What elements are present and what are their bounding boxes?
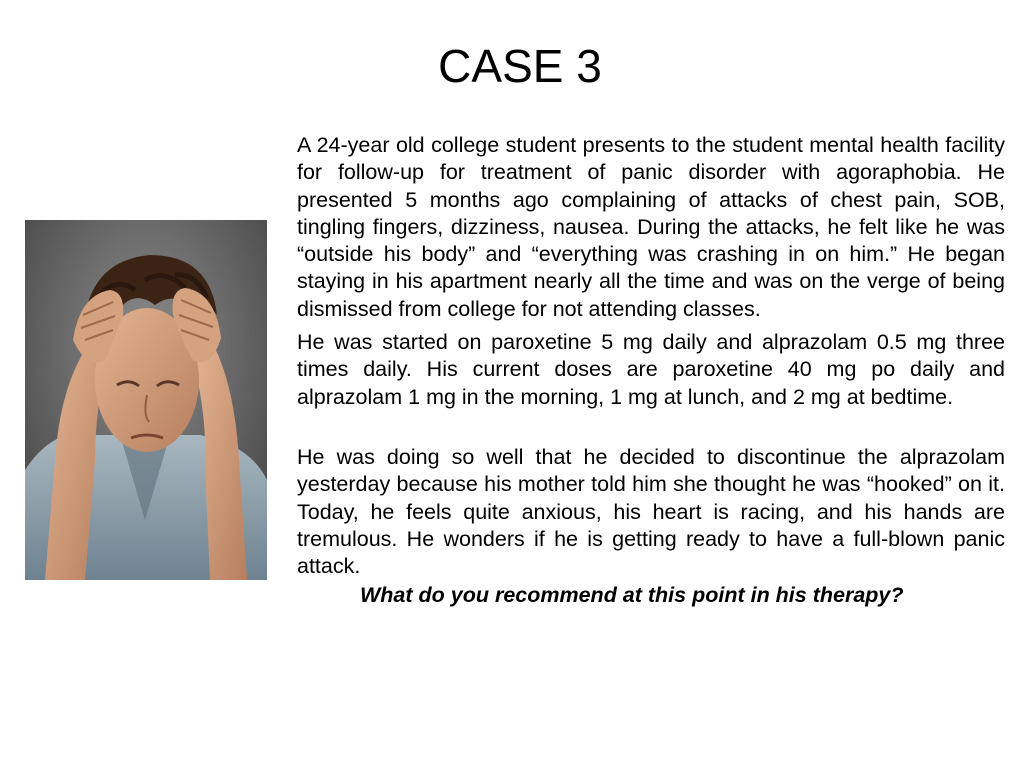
stressed-man-photo [25, 220, 267, 580]
case-paragraph-medications: He was started on paroxetine 5 mg daily and alprazolam 0.5 mg three times daily. His current doses are paroxetine 40 mg po daily and alprazolam 1 mg in the morning, 1 mg at lunch, and 2 mg at bedtime. [297, 330, 1005, 409]
stressed-man-illustration [25, 220, 267, 580]
case-paragraph-presentation: A 24-year old college student presents to the student mental health facility for follow-up for treatment of panic disorder with agoraphobia. He presented 5 months ago complaining of attacks of chest pain, SOB, tingling fingers, dizziness, nausea. During the attacks, he felt like he was “outside his body” and “everything was crashing in on him.” He began staying in his apartment nearly all the time and was on the verge of being dismissed from college for not attending classes. [297, 133, 1005, 321]
case-description [297, 132, 1005, 610]
case-question: What do you recommend at this point in his therapy? [360, 583, 904, 608]
case-paragraph-current-status: He was doing so well that he decided to discontinue the alprazolam yesterday because his mother told him she thought he was “hooked” on it. Today, he feels quite anxious, his heart is racing, and his hands are tremulous. He wonders if he is getting ready to have a full-blown panic attack. [297, 444, 1005, 579]
slide-title: CASE 3 [438, 40, 602, 92]
